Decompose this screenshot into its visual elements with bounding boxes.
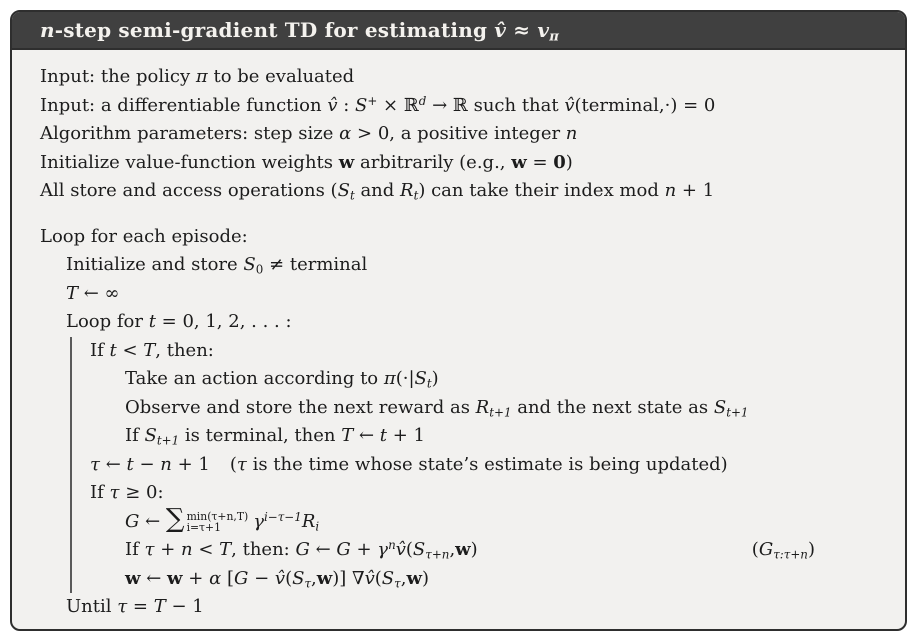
algorithm-line-text: If t < T, then: — [90, 339, 214, 361]
algorithm-header — [12, 12, 905, 50]
algorithm-body — [12, 50, 905, 631]
loop-scope-bar — [70, 508, 72, 537]
algorithm-line-text: Observe and store the next reward as Rt+1 and the next state as St+1 — [125, 396, 749, 419]
algorithm-box — [10, 10, 907, 631]
algorithm-line — [40, 451, 887, 480]
algorithm-section — [40, 63, 887, 206]
return-notation-label: (Gτ:τ+n) — [751, 539, 815, 562]
algorithm-line — [40, 149, 887, 178]
algorithm-line-text: If St+1 is terminal, then T ← t + 1 — [125, 425, 425, 448]
algorithm-line-text: Loop for t = 0, 1, 2, . . . : — [66, 311, 292, 332]
algorithm-section — [40, 223, 887, 622]
algorithm-line-text: w ← w + α [G − v̂(Sτ,w)] ∇v̂(Sτ,w) — [125, 567, 429, 590]
algorithm-line — [40, 223, 887, 252]
algorithm-line — [40, 280, 887, 309]
algorithm-line — [40, 120, 887, 149]
sum-limits: min(τ+n,T) i=τ+1 — [186, 509, 249, 535]
algorithm-line-text: Algorithm parameters: step size α > 0, a positive integer n — [40, 123, 578, 144]
algorithm-line — [40, 251, 887, 280]
algorithm-line-text: Loop for each episode: — [40, 225, 248, 247]
algorithm-line-text: Initialize value-function weights w arbitrarily (e.g., w = 0) — [40, 151, 573, 173]
algorithm-line-text: τ ← t − n + 1 (τ is the time whose state’s estimate is being updated) — [90, 453, 728, 475]
algorithm-line-text: If τ ≥ 0: — [90, 482, 164, 503]
algorithm-line — [40, 503, 887, 537]
algorithm-line — [40, 536, 887, 565]
algorithm-line — [40, 63, 887, 92]
algorithm-line-text: T ← ∞ — [66, 282, 120, 304]
loop-scope-bar — [70, 337, 72, 366]
loop-scope-bar — [70, 479, 72, 508]
algorithm-line — [40, 337, 887, 366]
algorithm-line — [40, 394, 887, 423]
algorithm-line — [40, 565, 887, 594]
algorithm-line — [40, 593, 887, 622]
algorithm-line-text: Until τ = T − 1 — [66, 596, 204, 617]
loop-scope-bar — [70, 536, 72, 565]
loop-scope-bar — [70, 365, 72, 394]
algorithm-line — [40, 365, 887, 394]
algorithm-line-text: Input: a differentiable function v̂ : S+ × ℝ$^d$ → ℝ such that v̂(terminal,·) = 0 — [40, 93, 716, 116]
algorithm-line — [40, 308, 887, 337]
algorithm-line-text: G ← ∑ min(τ+n,T) i=τ+1 $\gamma^{i-\tau-1}Ri$ — [125, 503, 320, 535]
algorithm-line-text: Initialize and store $S_0$ ≠ terminal — [66, 254, 368, 277]
algorithm-line-text: Take an action according to π(·|St) — [125, 368, 439, 391]
algorithm-line — [40, 92, 887, 121]
algorithm-line-text: If τ + n < T, then: G ← $G + \gamma^nv̂(S\tau+n,w)$ — [125, 538, 478, 562]
loop-scope-bar — [70, 565, 72, 594]
algorithm-title: n-step semi-gradient TD for estimating v̂ ≈ vπ — [40, 18, 560, 45]
algorithm-line-text: Input: the policy π to be evaluated — [40, 66, 355, 87]
algorithm-line — [40, 177, 887, 206]
algorithm-line-text: All store and access operations (St and Rt) can take their index mod n + 1 — [40, 180, 715, 203]
algorithm-line — [40, 422, 887, 451]
loop-scope-bar — [70, 394, 72, 423]
loop-scope-bar — [70, 451, 72, 480]
loop-scope-bar — [70, 422, 72, 451]
